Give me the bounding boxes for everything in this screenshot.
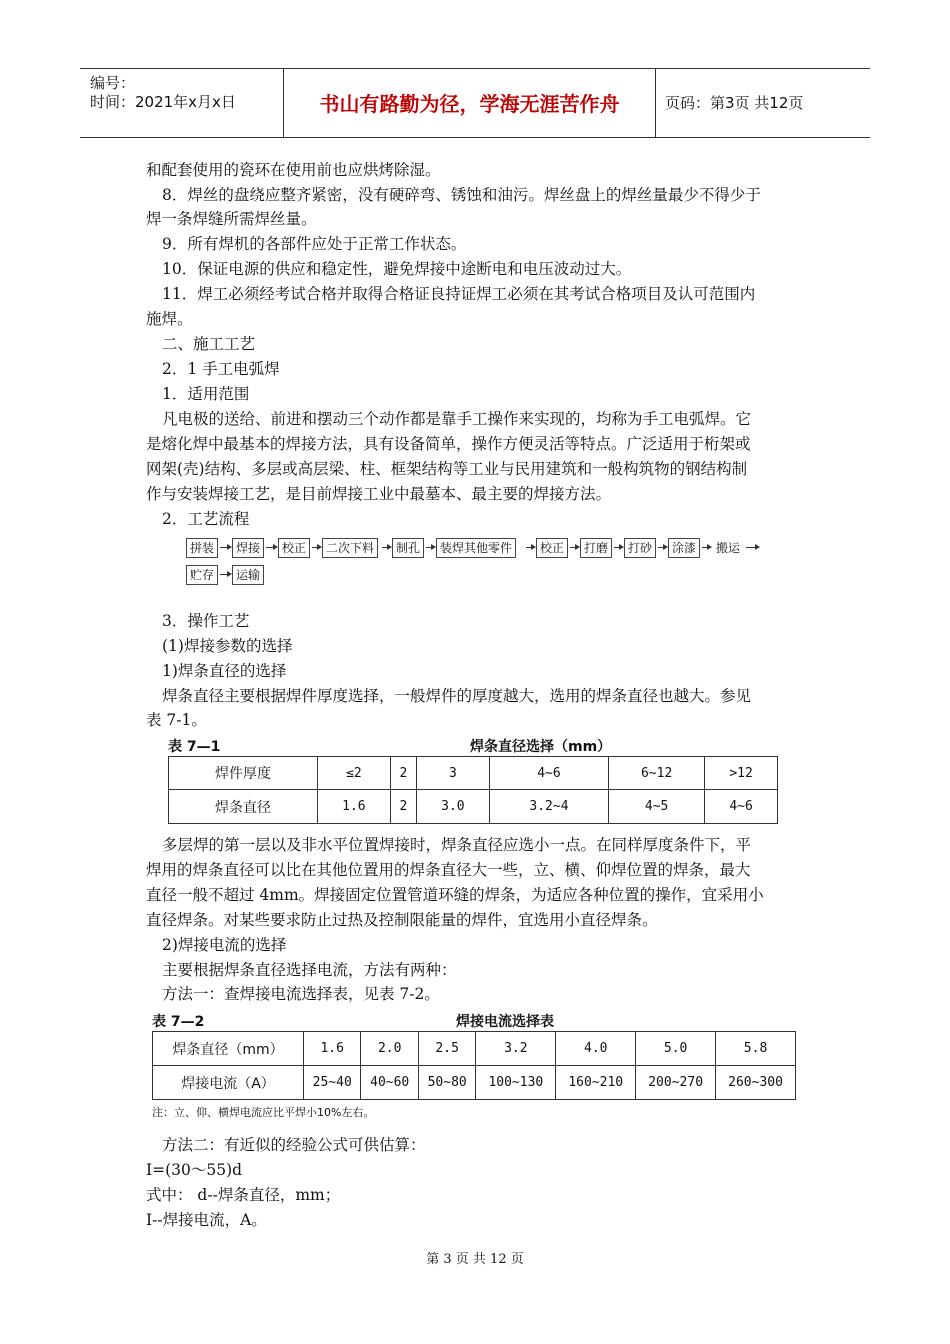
body-line: (1)焊接参数的选择 [162, 637, 293, 655]
item-heading: 2．工艺流程 [162, 510, 250, 528]
flow-step: 拼装 [186, 538, 218, 558]
table-row [169, 757, 778, 790]
item-heading: 1．适用范围 [162, 385, 250, 403]
flow-step: 运输 [232, 565, 264, 585]
row-header: 焊条直径 [169, 790, 318, 824]
table-cell: 3 [417, 757, 490, 790]
body-line: 主要根据焊条直径选择电流，方法有两种： [162, 961, 457, 979]
body-line: 和配套使用的瓷环在使用前也应烘烤除湿。 [146, 161, 441, 179]
table-row [153, 1032, 796, 1066]
body-line: 1)焊条直径的选择 [162, 662, 287, 680]
flow-step: 焊接 [232, 538, 264, 558]
header-motto: 书山有路勤为径，学海无涯苦作舟 [284, 69, 656, 137]
flow-step: 涂漆 [668, 538, 700, 558]
body-line: 8．焊丝的盘绕应整齐紧密，没有硬碎弯、锈蚀和油污。焊丝盘上的焊丝量最少不得少于 [162, 186, 761, 204]
table-cell: 4~5 [609, 790, 705, 824]
table-cell: 260~300 [716, 1066, 796, 1100]
subsection-heading: 2．1 手工电弧焊 [162, 360, 280, 378]
table-cell: 4.0 [556, 1032, 636, 1066]
table1-title: 焊条直径选择（mm） [470, 739, 612, 755]
header-meta [80, 69, 284, 137]
body-line: 11．焊工必须经考试合格并取得合格证良持证焊工必须在其考试合格项目及认可范围内 [162, 285, 756, 303]
flow-arrow [426, 547, 434, 548]
flow-step: 打砂 [624, 538, 656, 558]
table-cell: 2 [390, 757, 416, 790]
flow-arrow [658, 547, 666, 548]
table-row [169, 790, 778, 824]
flow-arrow [526, 547, 534, 548]
date-label: 时间：2021年x月x日 [90, 93, 236, 111]
row-header: 焊件厚度 [169, 757, 318, 790]
flow-step: 制孔 [392, 538, 424, 558]
table-cell: 2.0 [361, 1032, 418, 1066]
flow-arrow [702, 547, 710, 548]
flow-arrow [570, 547, 578, 548]
table-cell: 4~6 [705, 790, 778, 824]
flow-step: 校正 [536, 538, 568, 558]
row-header: 焊接电流（A） [153, 1066, 304, 1100]
table-cell: 25~40 [304, 1066, 361, 1100]
body-line: 表 7-1。 [146, 711, 207, 729]
table-cell: 40~60 [361, 1066, 418, 1100]
page-footer: 第 3 页 共 12 页 [426, 1252, 524, 1267]
table2-title: 焊接电流选择表 [456, 1014, 554, 1030]
item-heading: 3．操作工艺 [162, 612, 250, 630]
flow-step: 二次下料 [322, 538, 378, 558]
section-heading: 二、施工工艺 [162, 335, 256, 353]
flow-arrow [266, 547, 276, 548]
flow-step: 搬运 [712, 538, 744, 558]
table-cell: 3.2~4 [489, 790, 608, 824]
flow-arrow [220, 547, 230, 548]
flow-step: 打磨 [580, 538, 612, 558]
flow-arrow [312, 547, 320, 548]
flow-arrow [382, 547, 390, 548]
flow-step: 装焊其他零件 [436, 538, 516, 558]
table-cell: 4~6 [489, 757, 608, 790]
table-cell: 1.6 [304, 1032, 361, 1066]
electrode-diameter-table [168, 756, 778, 824]
body-line: 直径焊条。对某些要求防止过热及控制限能量的焊件，宜选用小直径焊条。 [146, 911, 658, 929]
table-cell: 6~12 [609, 757, 705, 790]
table-cell: 5.8 [716, 1032, 796, 1066]
body-line: 2)焊接电流的选择 [162, 936, 287, 954]
table-cell: 3.0 [417, 790, 490, 824]
flow-step: 校正 [278, 538, 310, 558]
body-line: 方法一：查焊接电流选择表，见表 7-2。 [162, 985, 440, 1003]
table-cell: 5.0 [636, 1032, 716, 1066]
table-cell: 1.6 [318, 790, 391, 824]
table-row [153, 1066, 796, 1100]
table2-note: 注：立、仰、横焊电流应比平焊小10%左右。 [152, 1106, 375, 1119]
body-line: 凡电极的送给、前进和摆动三个动作都是靠手工操作来实现的，均称为手工电弧焊。它 [162, 410, 752, 428]
flow-arrow [614, 547, 622, 548]
body-line: 作与安装焊接工艺，是目前焊接工业中最墓本、最主要的焊接方法。 [146, 485, 612, 503]
body-line: 多层焊的第一层以及非水平位置焊接时，焊条直径应选小一点。在同样厚度条件下，平 [162, 836, 752, 854]
table1-label: 表 7—1 [168, 739, 221, 755]
body-line: 网架(壳)结构、多层或高层梁、柱、框架结构等工业与民用建筑和一般构筑物的钢结构制 [146, 460, 748, 478]
body-line: 焊条直径主要根据焊件厚度选择，一般焊件的厚度越大，选用的焊条直径也越大。参见 [162, 687, 752, 705]
flow-arrow [220, 574, 230, 575]
formula: I=(30～55)d [146, 1161, 243, 1179]
table-cell: 100~130 [476, 1066, 556, 1100]
table-cell: ≤2 [318, 757, 391, 790]
body-line: 9．所有焊机的各部件应处于正常工作状态。 [162, 235, 467, 253]
body-line: 方法二：有近似的经验公式可供估算： [162, 1136, 426, 1154]
body-line: 10．保证电源的供应和稳定性，避免焊接中途断电和电压波动过大。 [162, 260, 632, 278]
page-header [80, 68, 870, 138]
table-cell: 50~80 [418, 1066, 475, 1100]
body-line: 是熔化焊中最基本的焊接方法，具有设备简单，操作方便灵活等特点。广泛适用于桁架或 [146, 435, 751, 453]
body-line: 式中： d--焊条直径，mm； [146, 1186, 341, 1204]
body-line: 焊一条焊缝所需焊丝量。 [146, 210, 317, 228]
welding-current-table [152, 1031, 796, 1100]
row-header: 焊条直径（mm） [153, 1032, 304, 1066]
code-label: 编号： [90, 74, 136, 92]
table-cell: 200~270 [636, 1066, 716, 1100]
header-page-label: 页码：第3页 共12页 [665, 94, 804, 112]
flow-step: 贮存 [186, 565, 218, 585]
table-cell: >12 [705, 757, 778, 790]
table-cell: 2 [390, 790, 416, 824]
body-line: I--焊接电流，A。 [146, 1211, 267, 1229]
table-cell: 160~210 [556, 1066, 636, 1100]
body-line: 施焊。 [146, 310, 193, 328]
process-flow-chart [186, 538, 786, 586]
body-line: 焊用的焊条直径可以比在其他位置用的焊条直径大一些，立、横、仰焊位置的焊条，最大 [146, 861, 751, 879]
table-cell: 2.5 [418, 1032, 475, 1066]
flow-arrow [746, 547, 758, 548]
table-cell: 3.2 [476, 1032, 556, 1066]
body-line: 直径一般不超过 4mm。焊接固定位置管道环缝的焊条，为适应各种位置的操作，宜采用小 [146, 886, 764, 904]
table2-label: 表 7—2 [152, 1014, 205, 1030]
